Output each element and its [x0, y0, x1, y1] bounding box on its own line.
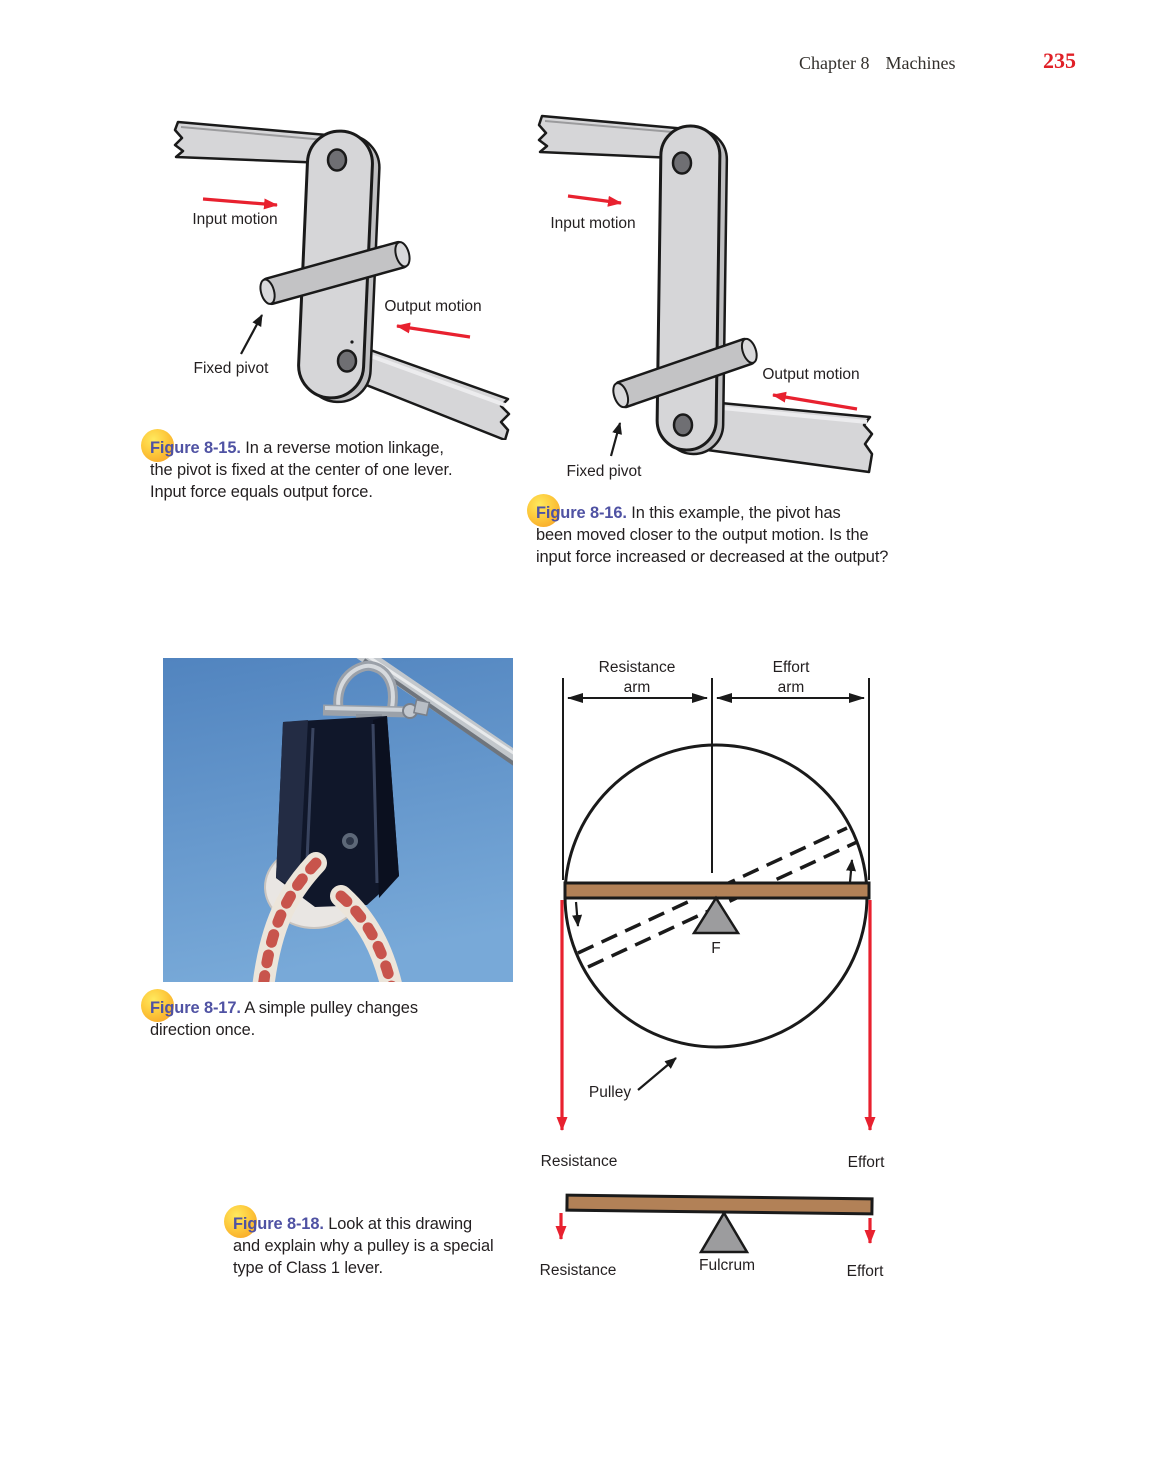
vertical-lever: [657, 126, 721, 451]
figure-8-16-caption: [536, 502, 914, 568]
input-motion-label: Input motion: [192, 211, 278, 228]
caption-text: Look at this drawing: [323, 1215, 473, 1233]
figure-number: Figure 8-15.: [150, 439, 241, 457]
effort-arm-label: Effort: [772, 659, 810, 676]
caption-text: A simple pulley changes: [240, 999, 418, 1017]
caption-text: direction once.: [150, 1021, 256, 1039]
pulley-lever-diagram: [530, 650, 970, 1182]
resistance-arm-label: Resistance: [598, 659, 676, 676]
resistance-arm-label-line2: arm: [623, 679, 651, 696]
figure-8-18-caption: [233, 1213, 525, 1279]
figure-8-15-caption: [150, 437, 508, 503]
bottom-pin-hole: [674, 415, 692, 436]
output-motion-label: Output motion: [384, 298, 482, 315]
caption-text: In a reverse motion linkage,: [240, 439, 444, 457]
figure-number: Figure 8-17.: [150, 999, 241, 1017]
pulley-pointer-arrow: [638, 1058, 676, 1090]
fixed-pivot-pointer-arrow: [241, 315, 262, 354]
effort-label: Effort: [846, 1263, 884, 1280]
top-pin-hole: [673, 153, 691, 174]
fixed-pivot-pointer-arrow: [611, 423, 620, 456]
lever-bar: [567, 1195, 872, 1214]
chapter-label: Chapter 8: [799, 53, 870, 73]
input-motion-arrow: [203, 199, 277, 205]
fixed-pivot-label: Fixed pivot: [566, 463, 642, 480]
caption-text: In this example, the pivot has: [626, 504, 841, 522]
figure-8-16-diagram: [520, 100, 950, 498]
fulcrum-letter: F: [711, 940, 721, 957]
bottom-pin-hole: [338, 351, 356, 372]
tilt-down-arrow: [576, 902, 578, 926]
fulcrum-triangle: [694, 898, 738, 933]
top-pin-hole: [328, 150, 346, 171]
running-head: [799, 53, 955, 74]
caption-text: and explain why a pulley is a special: [233, 1237, 494, 1255]
lever-bar: [565, 883, 869, 898]
caption-text: the pivot is fixed at the center of one lever.: [150, 461, 453, 479]
input-motion-label: Input motion: [550, 215, 636, 232]
caption-text: Input force equals output force.: [150, 483, 373, 501]
ink-dot: [350, 340, 353, 343]
resistance-label: Resistance: [540, 1153, 618, 1170]
figure-number: Figure 8-16.: [536, 504, 627, 522]
output-motion-arrow: [397, 326, 470, 337]
caption-text: type of Class 1 lever.: [233, 1259, 383, 1277]
output-motion-arrow: [773, 395, 857, 409]
fulcrum-label: Fulcrum: [699, 1257, 755, 1274]
resistance-label: Resistance: [539, 1262, 617, 1279]
caption-text: been moved closer to the output motion. Is the: [536, 526, 869, 544]
pulley-label: Pulley: [588, 1084, 632, 1101]
fixed-pivot-label: Fixed pivot: [193, 360, 269, 377]
page-number: 235: [1043, 48, 1076, 73]
effort-label: Effort: [847, 1154, 885, 1171]
output-motion-label: Output motion: [762, 366, 860, 383]
tilted-lever-dashed-line-lower: [588, 842, 857, 967]
figure-number: Figure 8-18.: [233, 1215, 324, 1233]
effort-arm-label-line2: arm: [777, 679, 805, 696]
section-label: Machines: [885, 53, 956, 73]
fulcrum-triangle: [701, 1213, 747, 1252]
pulley-photo: [163, 658, 513, 982]
figure-8-17-caption: [150, 997, 508, 1041]
input-motion-arrow: [568, 196, 621, 203]
class1-lever-diagram: [530, 1185, 970, 1290]
figure-8-15-diagram: [140, 100, 540, 440]
caption-text: input force increased or decreased at the output?: [536, 548, 889, 566]
tilt-up-arrow: [850, 860, 852, 882]
